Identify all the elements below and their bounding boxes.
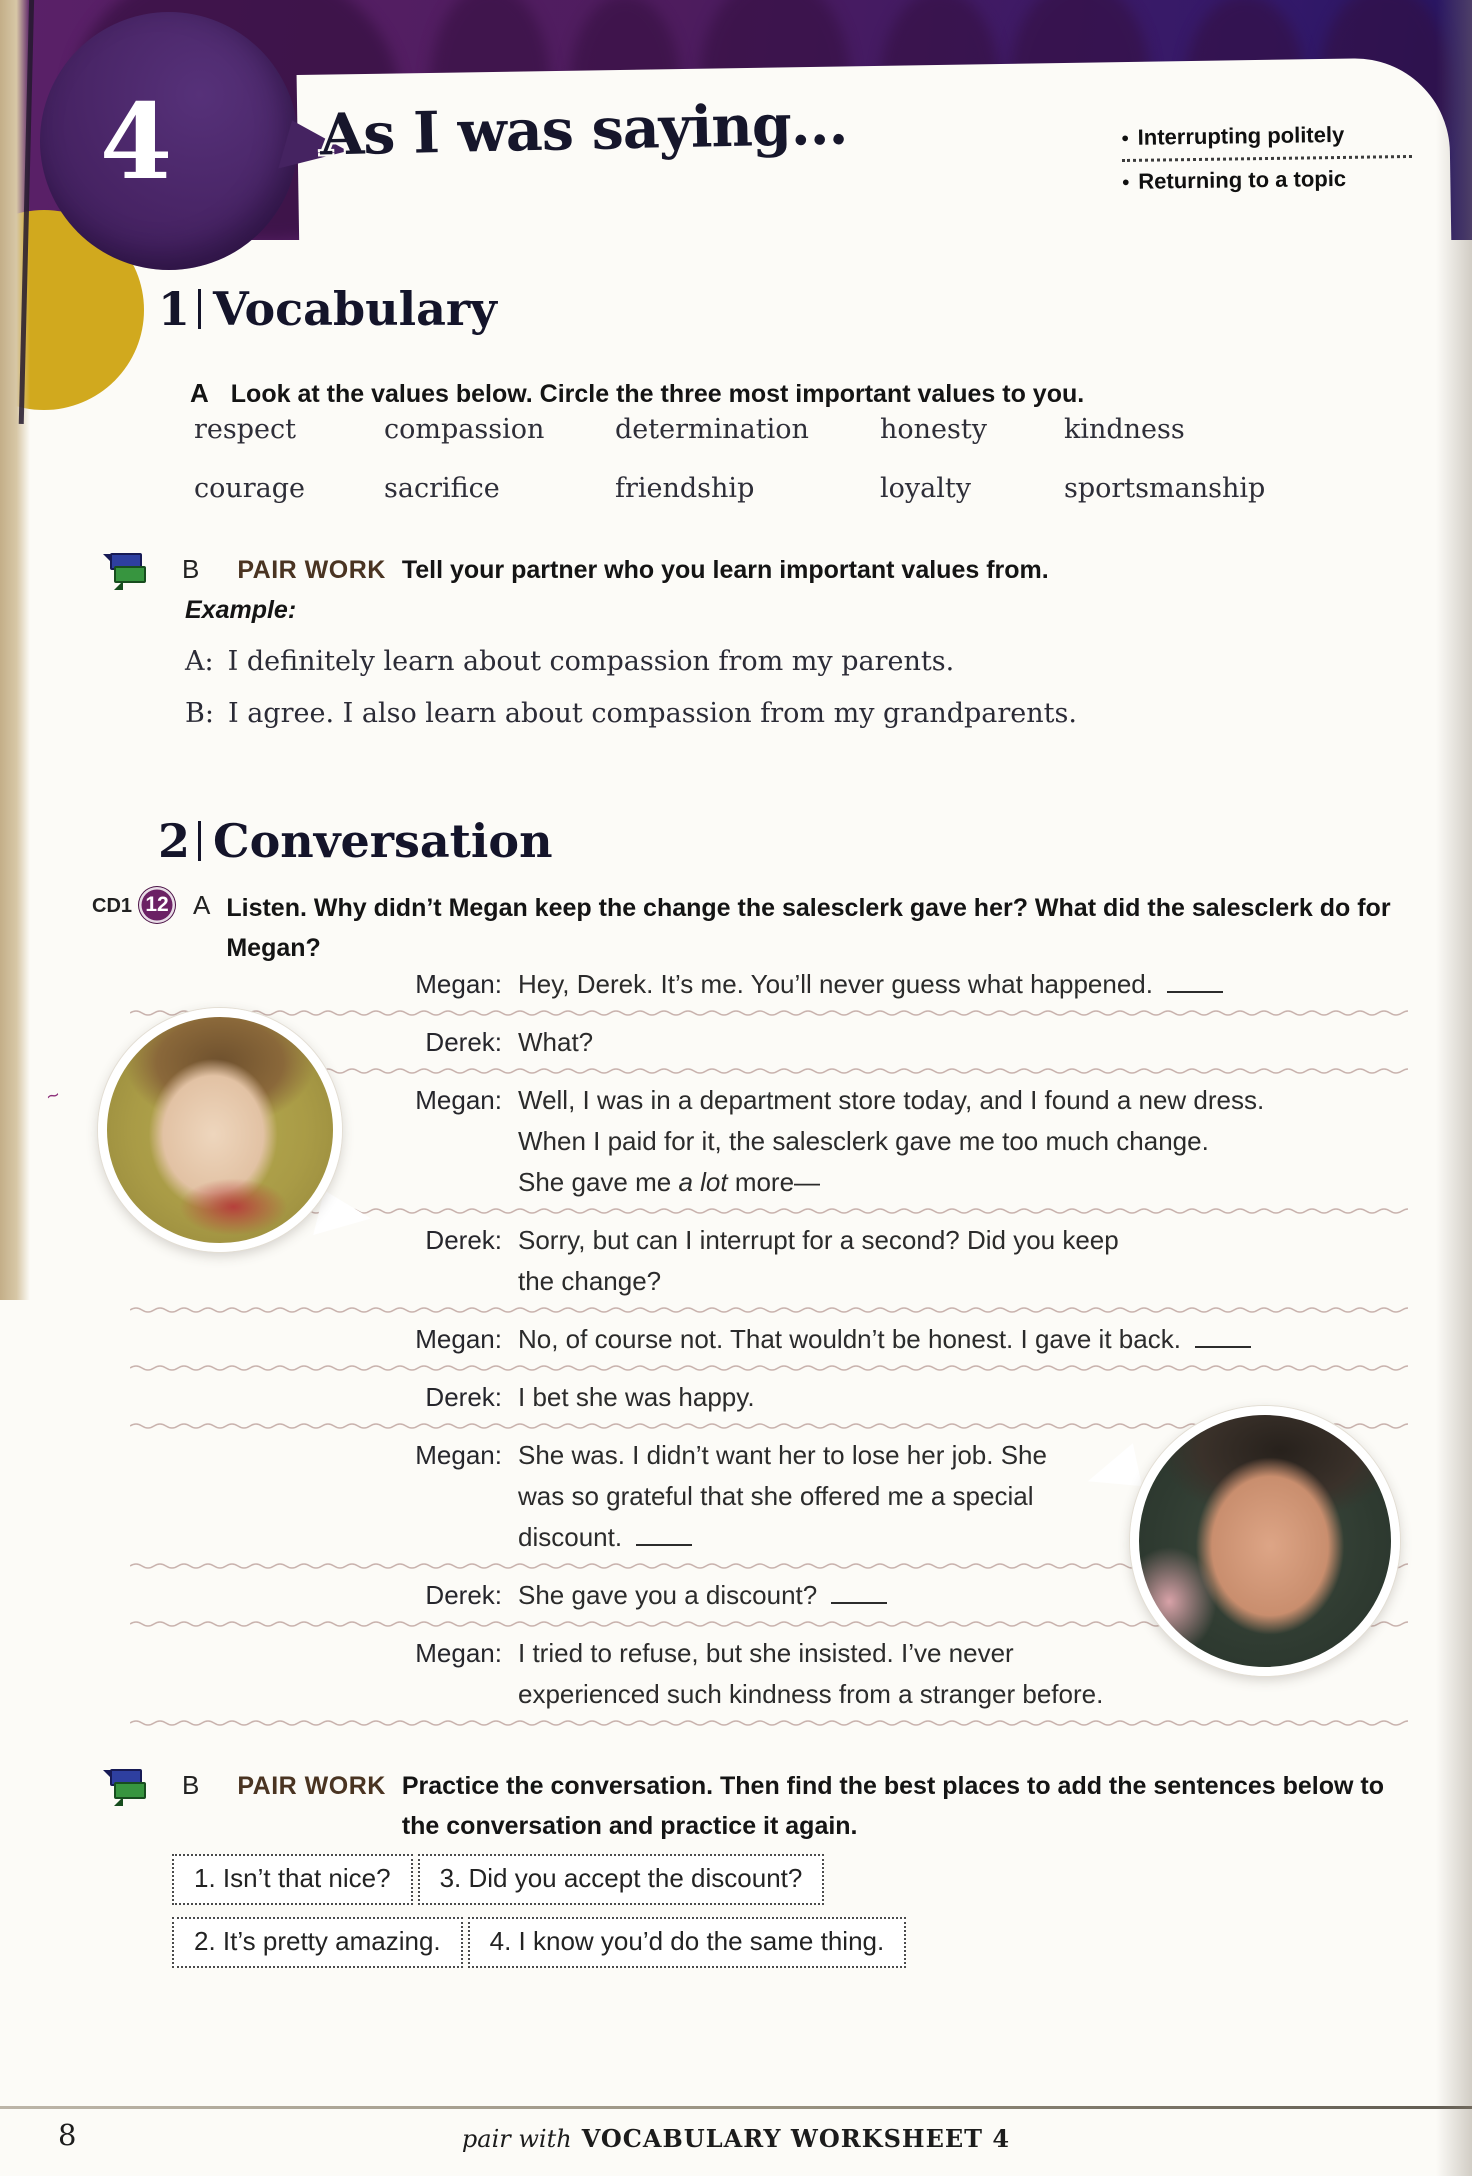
sentence-box-row bbox=[172, 1917, 911, 1968]
speaker-label: Derek: bbox=[425, 1382, 502, 1412]
megan-photo bbox=[98, 1008, 342, 1252]
section-title: Vocabulary bbox=[213, 282, 497, 336]
pair-work-icon bbox=[104, 552, 146, 592]
vocab-word[interactable]: friendship bbox=[615, 473, 755, 504]
topic-label: Interrupting politely bbox=[1137, 121, 1345, 150]
page-title: As I was saying... bbox=[319, 90, 848, 169]
dialogue-line: I bet she was happy. bbox=[518, 1382, 755, 1412]
speaker-label: Megan: bbox=[415, 1324, 502, 1354]
heading-bar bbox=[198, 289, 201, 329]
example-text: I definitely learn about compassion from my parents. bbox=[227, 646, 955, 677]
wavy-divider bbox=[130, 1305, 1408, 1315]
vocab-word[interactable]: respect bbox=[194, 414, 296, 445]
dialogue-lines bbox=[518, 1220, 1119, 1302]
speaker-label: Megan: bbox=[415, 1638, 502, 1668]
dialogue-lines bbox=[518, 1575, 887, 1616]
vocab-word[interactable]: sportsmanship bbox=[1064, 473, 1266, 504]
answer-blank[interactable] bbox=[1167, 976, 1223, 993]
dialogue-lines bbox=[518, 1377, 755, 1418]
add-sentence-box[interactable]: 1. Isn’t that nice? bbox=[172, 1854, 413, 1905]
dialogue-line: discount. bbox=[518, 1517, 1047, 1558]
dialogue-line: Well, I was in a department store today, and I found a new dress. bbox=[518, 1085, 1265, 1115]
add-sentence-box[interactable]: 2. It’s pretty amazing. bbox=[172, 1917, 463, 1968]
dialogue-line: I tried to refuse, but she insisted. I’ve never bbox=[518, 1638, 1014, 1668]
example-label: Example: bbox=[185, 596, 297, 624]
section-number: 1 bbox=[158, 282, 191, 336]
wavy-divider bbox=[130, 1718, 1408, 1728]
speaker-label: Derek: bbox=[425, 1225, 502, 1255]
vocab-word[interactable]: courage bbox=[194, 473, 306, 504]
footer-rule bbox=[0, 2106, 1472, 2109]
pair-work-label: PAIR WORK bbox=[237, 556, 386, 584]
speaker-label: Megan: bbox=[415, 969, 502, 999]
add-sentence-boxes bbox=[172, 1854, 911, 1980]
dialogue-line: What? bbox=[518, 1027, 594, 1057]
exercise-letter: A bbox=[193, 890, 211, 920]
page-number: 8 bbox=[58, 2118, 77, 2152]
instruction-text: Listen. Why didn’t Megan keep the change the salesclerk gave her? What did the salesclerk do for Megan? bbox=[226, 894, 1391, 962]
dialogue-turn bbox=[130, 1319, 1408, 1360]
vocab-row bbox=[194, 414, 1265, 445]
example-dialogue bbox=[185, 636, 1077, 740]
sentence-box-row bbox=[172, 1854, 911, 1905]
heading-bar bbox=[198, 821, 201, 861]
dialogue-line: Hey, Derek. It’s me. You’ll never guess what happened. bbox=[518, 964, 1223, 1005]
dialogue-line: Sorry, but can I interrupt for a second? Did you keep bbox=[518, 1225, 1119, 1255]
section-title: Conversation bbox=[213, 814, 553, 868]
speaker-label: Megan: bbox=[415, 1085, 502, 1115]
cd-label: CD1 bbox=[92, 895, 133, 917]
dialogue-turn bbox=[130, 1377, 1408, 1418]
exercise-letter: B bbox=[182, 554, 200, 584]
topic-label: Returning to a topic bbox=[1138, 165, 1347, 194]
dialogue-turn bbox=[130, 964, 1408, 1005]
dialogue-line: was so grateful that she offered me a special bbox=[518, 1481, 1034, 1511]
answer-blank[interactable] bbox=[636, 1529, 692, 1546]
dialogue-lines bbox=[518, 964, 1223, 1005]
conversation-section-heading bbox=[158, 814, 553, 868]
footer-tagline bbox=[0, 2124, 1472, 2153]
vocabulary-pairwork bbox=[104, 550, 1049, 592]
scan-curl-right bbox=[1436, 0, 1472, 2176]
conversation-pairwork bbox=[104, 1766, 1417, 1846]
vocab-word[interactable]: compassion bbox=[384, 414, 545, 445]
vocab-word[interactable]: honesty bbox=[880, 414, 987, 445]
vocabulary-instruction-a bbox=[190, 378, 1084, 409]
vocab-word[interactable]: determination bbox=[615, 414, 809, 445]
exercise-letter: B bbox=[182, 1770, 200, 1800]
section-number: 2 bbox=[158, 814, 191, 868]
dialogue-line: When I paid for it, the salesclerk gave me too much change. bbox=[518, 1126, 1209, 1156]
wavy-divider bbox=[130, 1008, 1408, 1018]
derek-photo bbox=[1130, 1406, 1400, 1676]
listening-instruction bbox=[92, 886, 1411, 968]
dialogue-line: She gave me a lot more— bbox=[518, 1167, 821, 1197]
topic-item bbox=[1121, 114, 1412, 159]
pair-work-label: PAIR WORK bbox=[237, 1772, 386, 1800]
dialogue-lines bbox=[518, 1633, 1103, 1715]
add-sentence-box[interactable]: 3. Did you accept the discount? bbox=[418, 1854, 825, 1905]
dialogue-line: experienced such kindness from a stranger before. bbox=[518, 1679, 1104, 1709]
dialogue-line: the change? bbox=[518, 1266, 662, 1296]
example-speaker: B: bbox=[185, 698, 214, 729]
vocab-word[interactable]: kindness bbox=[1064, 414, 1185, 445]
topics-list bbox=[1121, 114, 1412, 203]
bullet-icon: • bbox=[1121, 127, 1129, 151]
speaker-label: Derek: bbox=[425, 1580, 502, 1610]
example-line bbox=[185, 688, 1077, 740]
footer-tagline-italic: pair with bbox=[461, 2125, 572, 2153]
instruction-text: Tell your partner who you learn important values from. bbox=[401, 556, 1049, 584]
vocab-word[interactable]: loyalty bbox=[880, 473, 971, 504]
bullet-icon: • bbox=[1122, 171, 1130, 195]
instruction-text: Look at the values below. Circle the three most important values to you. bbox=[230, 380, 1085, 408]
dialogue-lines bbox=[518, 1022, 593, 1063]
pen-mark: ∼ bbox=[43, 1084, 63, 1107]
speaker-label: Derek: bbox=[425, 1027, 502, 1057]
vocab-word[interactable]: sacrifice bbox=[384, 473, 500, 504]
instruction-text: Practice the conversation. Then find the best places to add the sentences below to the conversation and practice it again. bbox=[401, 1772, 1384, 1840]
unit-number: 4 bbox=[99, 79, 173, 203]
answer-blank[interactable] bbox=[1195, 1331, 1251, 1348]
speaker-label: Megan: bbox=[415, 1440, 502, 1470]
dialogue-line: She gave you a discount? bbox=[518, 1575, 887, 1616]
dialogue-turn bbox=[130, 1022, 1408, 1063]
dialogue-lines bbox=[518, 1319, 1251, 1360]
dialogue-line: No, of course not. That wouldn’t be honest. I gave it back. bbox=[518, 1319, 1251, 1360]
topic-item bbox=[1122, 155, 1413, 203]
example-speaker: A: bbox=[185, 646, 214, 677]
pair-work-icon bbox=[104, 1768, 146, 1808]
vocabulary-words bbox=[194, 414, 1265, 532]
vocabulary-section-heading bbox=[158, 282, 497, 336]
footer-tagline-bold: VOCABULARY WORKSHEET 4 bbox=[581, 2124, 1011, 2153]
exercise-letter: A bbox=[190, 378, 209, 408]
wavy-divider bbox=[130, 1363, 1408, 1373]
add-sentence-box[interactable]: 4. I know you’d do the same thing. bbox=[468, 1917, 907, 1968]
example-text: I agree. I also learn about compassion from my grandparents. bbox=[227, 698, 1077, 729]
audio-track-badge[interactable]: 12 bbox=[139, 887, 175, 923]
dialogue-lines bbox=[518, 1080, 1264, 1203]
dialogue-line: She was. I didn’t want her to lose her job. She bbox=[518, 1440, 1047, 1470]
dialogue-lines bbox=[518, 1435, 1047, 1558]
answer-blank[interactable] bbox=[831, 1587, 887, 1604]
example-line bbox=[185, 636, 1077, 688]
vocab-row bbox=[194, 473, 1265, 504]
